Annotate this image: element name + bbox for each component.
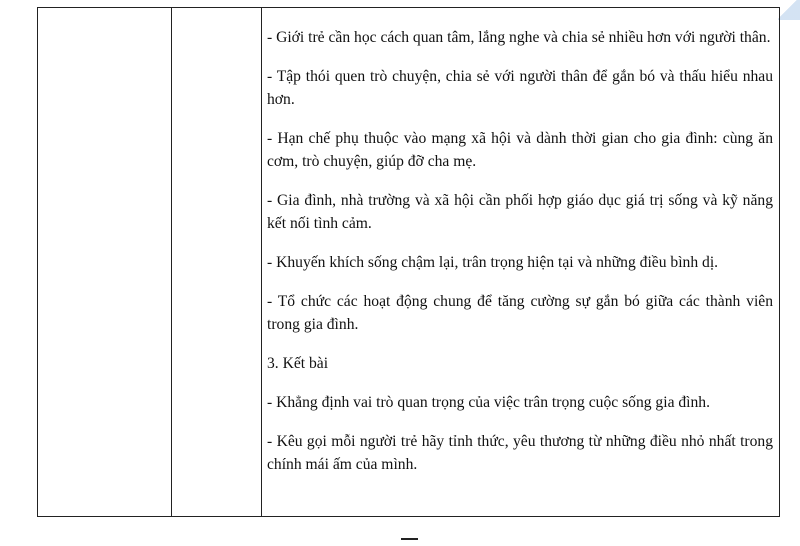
column-divider-2 (261, 8, 262, 516)
paragraph-slow-living: - Khuyến khích sống chậm lại, trân trọng hiện tại và những điều bình dị. (267, 254, 719, 271)
paragraph-limit-social-media: - Hạn chế phụ thuộc vào mạng xã hội và dành thời gian cho gia đình: cùng ăn cơm, trò chuyện, giúp đỡ cha mẹ. (267, 130, 773, 170)
paragraph-education-cooperation: - Gia đình, nhà trường và xã hội cần phối hợp giáo dục giá trị sống và kỹ năng kết nối tình cảm. (267, 192, 773, 232)
page-footer-dash (401, 538, 418, 540)
paragraph-affirm-role: - Khẳng định vai trò quan trọng của việc trân trọng cuộc sống gia đình. (267, 394, 711, 411)
paragraph-call-to-action: - Kêu gọi mỗi người trẻ hãy tỉnh thức, yêu thương từ những điều nhỏ nhất trong chính mái ấm của mình. (267, 433, 773, 473)
column-divider-1 (171, 8, 172, 516)
corner-watermark (778, 0, 800, 20)
paragraph-conversation-habit: - Tập thói quen trò chuyện, chia sẻ với người thân để gắn bó và thấu hiểu nhau hơn. (267, 68, 773, 108)
answer-cell (267, 26, 773, 492)
paragraph-shared-activities: - Tổ chức các hoạt động chung để tăng cường sự gắn bó giữa các thành viên trong gia đình. (267, 293, 773, 333)
paragraph-listen-share: - Giới trẻ cần học cách quan tâm, lắng nghe và chia sẻ nhiều hơn với người thân. (267, 29, 771, 46)
section-heading-conclusion: 3. Kết bài (267, 355, 329, 372)
document-table (37, 7, 780, 517)
